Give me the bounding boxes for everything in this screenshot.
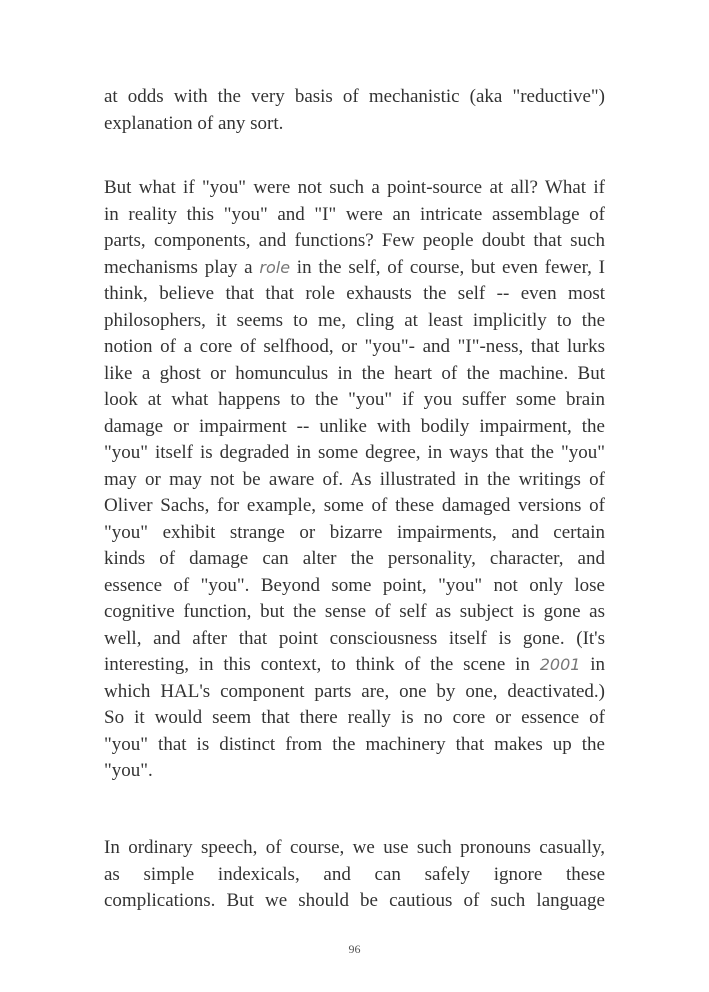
text-line: [104, 888, 605, 915]
text-line: [104, 414, 605, 441]
text-line: [104, 546, 605, 573]
text-segment: which HAL's component parts are, one by one, deactivated.): [104, 680, 605, 702]
text-segment: well, and after that point consciousness itself is gone. (It's: [104, 627, 605, 649]
text-segment: essence of "you". Beyond some point, "you" not only lose: [104, 574, 605, 596]
text-line: [104, 202, 605, 229]
text-line: [104, 758, 605, 785]
paragraph: [104, 84, 605, 137]
text-line: [104, 493, 605, 520]
text-line: [104, 705, 605, 732]
text-segment: damage or impairment -- unlike with bodily impairment, the: [104, 415, 605, 437]
paragraph: [104, 835, 605, 915]
text-segment: "you".: [104, 760, 153, 781]
text-line: [104, 228, 605, 255]
text-segment: mechanisms play a: [104, 256, 260, 278]
text-segment: at odds with the very basis of mechanistic (aka "reductive"): [104, 86, 605, 107]
text-segment: "you" that is distinct from the machinery that makes up the: [104, 733, 605, 755]
text-line: [104, 732, 605, 759]
text-line: [104, 308, 605, 335]
text-line: [104, 835, 605, 862]
text-segment: as simple indexicals, and can safely ignore these: [104, 863, 605, 885]
text-segment: But what if "you" were not such a point-source at all? What if: [104, 177, 605, 198]
text-line: [104, 599, 605, 626]
text-segment: in: [580, 654, 605, 675]
text-line: [104, 573, 605, 600]
text-segment: "you" itself is degraded in some degree, in ways that the "you": [104, 442, 605, 463]
text-line: [104, 111, 605, 138]
text-line: [104, 361, 605, 388]
text-segment: complications. But we should be cautious of such language: [104, 890, 605, 911]
text-line: [104, 175, 605, 202]
text-segment: philosophers, it seems to me, cling at least implicitly to the: [104, 309, 605, 331]
text-segment: look at what happens to the "you" if you suffer some brain: [104, 389, 605, 410]
text-segment: So it would seem that there really is no core or essence of: [104, 707, 605, 728]
page-number: 96: [348, 942, 361, 956]
text-segment: in reality this "you" and "I" were an intricate assemblage of: [104, 203, 605, 225]
paragraph: [104, 175, 605, 785]
text-line: [104, 520, 605, 547]
text-segment: Oliver Sachs, for example, some of these damaged versions of: [104, 495, 605, 516]
text-segment: explanation of any sort.: [104, 112, 284, 134]
text-line: [104, 255, 605, 282]
text-line: [104, 334, 605, 361]
text-line: [104, 467, 605, 494]
text-line: [104, 626, 605, 653]
text-segment: may or may not be aware of. As illustrated in the writings of: [104, 468, 605, 490]
text-line: [104, 862, 605, 889]
text-line: [104, 440, 605, 467]
text-line: [104, 84, 605, 111]
text-line: [104, 679, 605, 706]
text-segment: interesting, in this context, to think of the scene in: [104, 654, 540, 675]
italic-text: role: [259, 257, 291, 277]
italic-text: 2001: [539, 655, 581, 674]
text-segment: parts, components, and functions? Few people doubt that such: [104, 230, 605, 251]
text-segment: think, believe that that role exhausts the self -- even most: [104, 283, 605, 304]
text-segment: cognitive function, but the sense of self as subject is gone as: [104, 601, 605, 622]
text-line: [104, 387, 605, 414]
text-line: [104, 652, 605, 679]
text-segment: notion of a core of selfhood, or "you"- and "I"-ness, that lurks: [104, 336, 605, 357]
text-segment: kinds of damage can alter the personality, character, and: [104, 548, 605, 569]
text-segment: like a ghost or homunculus in the heart of the machine. But: [104, 362, 605, 384]
text-segment: "you" exhibit strange or bizarre impairments, and certain: [104, 521, 605, 543]
text-segment: In ordinary speech, of course, we use such pronouns casually,: [104, 837, 605, 858]
text-segment: in the self, of course, but even fewer, I: [290, 256, 605, 278]
text-line: [104, 281, 605, 308]
